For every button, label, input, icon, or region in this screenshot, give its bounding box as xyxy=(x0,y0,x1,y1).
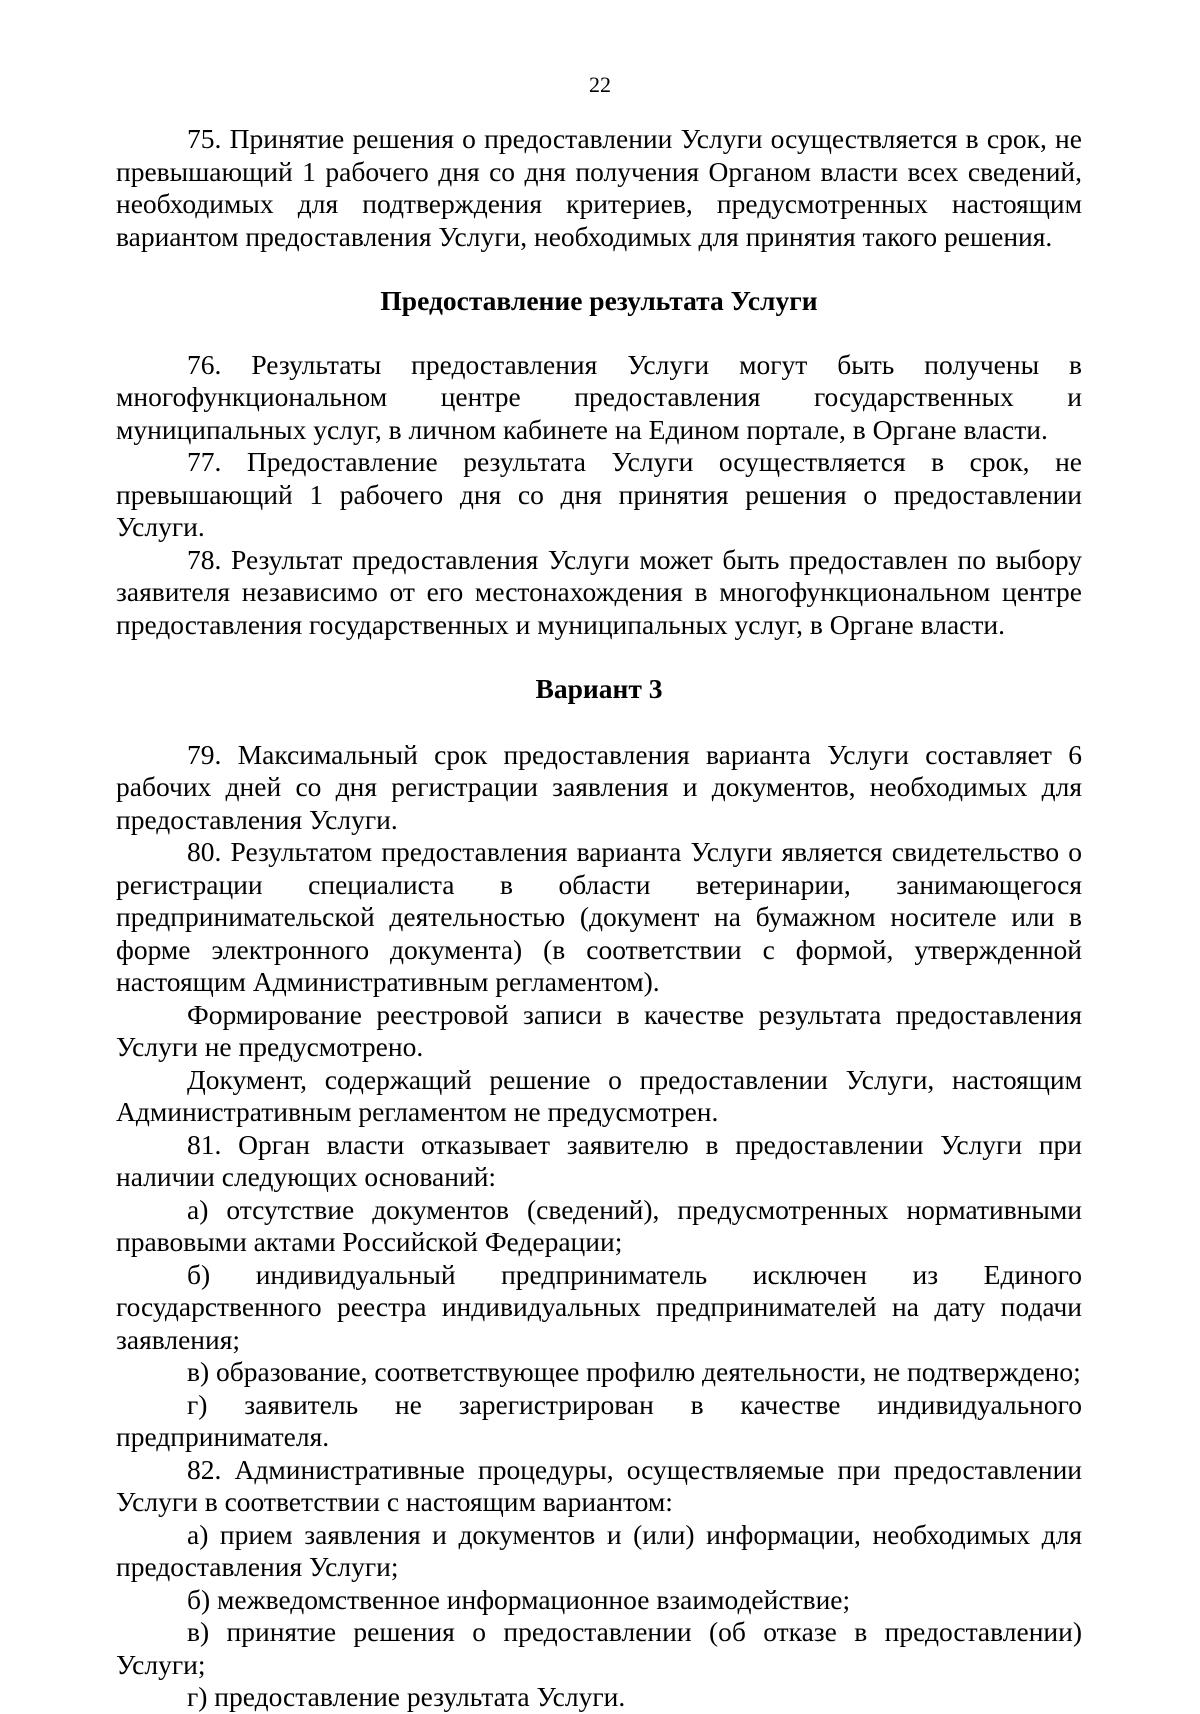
paragraph-81: 81. Орган власти отказывает заявителю в предоставлении Услуги при наличии следующих оснований: xyxy=(116,1128,1082,1192)
paragraph-78: 78. Результат предоставления Услуги может быть предоставлен по выбору заявителя независимо от его местонахождения в многофункциональном центре предоставления государственных и муниципальных услуг, в Органе власти. xyxy=(116,543,1082,640)
paragraph-82: 82. Административные процедуры, осуществляемые при предоставлении Услуги в соответствии с настоящим вариантом: xyxy=(116,1453,1082,1517)
section-result xyxy=(116,349,1082,642)
paragraph-79: 79. Максимальный срок предоставления варианта Услуги составляет 6 рабочих дней со дня регистрации заявления и документов, необходимых для предоставления Услуги. xyxy=(116,738,1082,835)
page-number: 22 xyxy=(589,72,611,97)
section-heading-result: Предоставление результата Услуги xyxy=(380,285,818,316)
paragraph-77: 77. Предоставление результата Услуги осуществляется в срок, не превышающий 1 рабочего дня со дня принятия решения о предоставлении Услуги. xyxy=(116,446,1082,542)
paragraph-80: 80. Результатом предоставления варианта Услуги является свидетельство о регистрации специалиста в области ветеринарии, занимающегося предпринимательской деятельностью (документ на бумажном носителе или в форме электронного документа) (в соответствии с формой, утвержденной настоящим Административным регламентом). xyxy=(116,836,1082,997)
paragraph-75: 75. Принятие решения о предоставлении Услуги осуществляется в срок, не превышающий 1 рабочего дня со дня получения Органом власти всех сведений, необходимых для подтверждения критериев, предусмотренных настоящим вариантом предоставления Услуги, необходимых для принятия такого решения. xyxy=(116,123,1082,252)
paragraph-decision-document: Документ, содержащий решение о предоставлении Услуги, настоящим Административным регламентом не предусмотрен. xyxy=(116,1063,1082,1127)
paragraph-registry-record: Формирование реестровой записи в качестве результата предоставления Услуги не предусмотрено. xyxy=(116,998,1082,1062)
paragraph-76: 76. Результаты предоставления Услуги могут быть получены в многофункциональном центре предоставления государственных и муниципальных услуг, в личном кабинете на Едином портале, в Органе власти. xyxy=(116,348,1082,445)
list-item-82-a: а) прием заявления и документов и (или) информации, необходимых для предоставления Услуги; xyxy=(116,1518,1082,1582)
list-item-81-v: в) образование, соответствующее профилю деятельности, не подтверждено; xyxy=(187,1356,1081,1387)
list-item-82-v: в) принятие решения о предоставлении (об отказе в предоставлении) Услуги; xyxy=(116,1616,1082,1680)
section-heading-variant: Вариант 3 xyxy=(535,673,663,704)
list-item-82-b: б) межведомственное информационное взаимодействие; xyxy=(187,1583,851,1615)
list-item-81-b: б) индивидуальный предприниматель исключен из Единого государственного реестра индивидуальных предпринимателей на дату подачи заявления; xyxy=(116,1258,1082,1355)
document-body xyxy=(116,123,1082,1714)
section-variant xyxy=(116,739,1082,1714)
list-item-82-g: г) предоставление результата Услуги. xyxy=(187,1681,626,1712)
list-item-81-g: г) заявитель не зарегистрирован в качестве индивидуального предпринимателя. xyxy=(116,1388,1082,1452)
list-item-81-a: а) отсутствие документов (сведений), предусмотренных нормативными правовыми актами Российской Федерации; xyxy=(116,1193,1082,1257)
